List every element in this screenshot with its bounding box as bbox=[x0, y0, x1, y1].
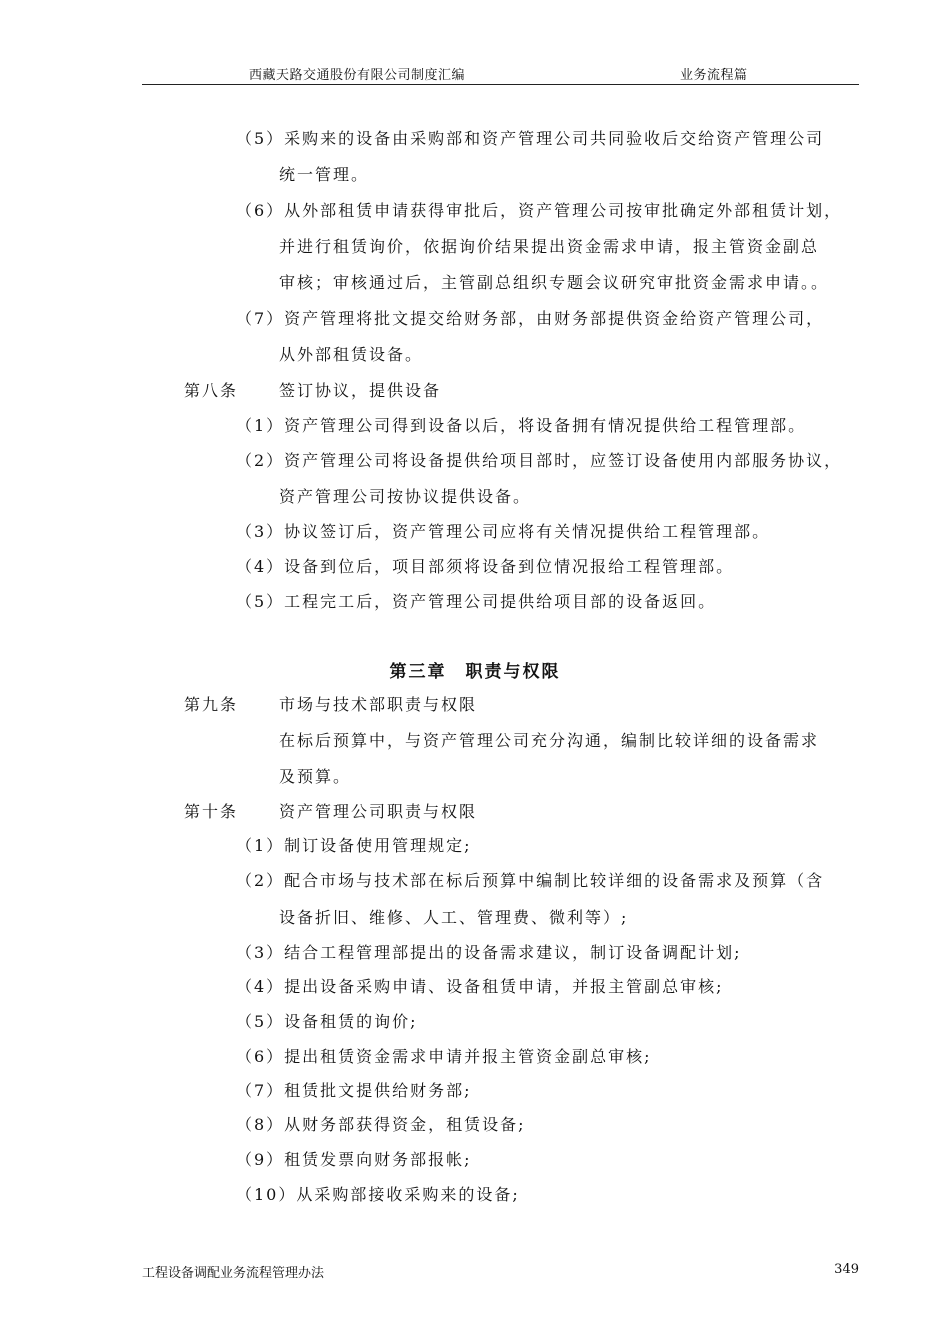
body-line: （5）工程完工后，资产管理公司提供给项目部的设备返回。 bbox=[236, 592, 717, 611]
body-line: （6）从外部租赁申请获得审批后，资产管理公司按审批确定外部租赁计划， bbox=[236, 201, 843, 220]
article-8-title: 签订协议，提供设备 bbox=[279, 381, 442, 400]
body-line: （4）设备到位后，项目部须将设备到位情况报给工程管理部。 bbox=[236, 557, 735, 576]
body-line: （7）租赁批文提供给财务部; bbox=[236, 1081, 472, 1100]
body-line: 从外部租赁设备。 bbox=[279, 345, 424, 364]
body-line: 在标后预算中，与资产管理公司充分沟通，编制比较详细的设备需求 bbox=[279, 731, 820, 750]
body-line: （2）配合市场与技术部在标后预算中编制比较详细的设备需求及预算（含 bbox=[236, 871, 825, 890]
footer-document-title: 工程设备调配业务流程管理办法 bbox=[142, 1266, 325, 1281]
body-line: （1）制订设备使用管理规定; bbox=[236, 836, 472, 855]
body-line: （6）提出租赁资金需求申请并报主管资金副总审核; bbox=[236, 1047, 652, 1066]
header-company-title: 西藏天路交通股份有限公司制度汇编 bbox=[249, 68, 466, 83]
article-10-title: 资产管理公司职责与权限 bbox=[279, 802, 478, 821]
article-9-title: 市场与技术部职责与权限 bbox=[279, 695, 478, 714]
body-line: （3）协议签订后，资产管理公司应将有关情况提供给工程管理部。 bbox=[236, 522, 771, 541]
body-line: （9）租赁发票向财务部报帐; bbox=[236, 1150, 472, 1169]
body-line: （5）采购来的设备由采购部和资产管理公司共同验收后交给资产管理公司 bbox=[236, 129, 825, 148]
body-line: 及预算。 bbox=[279, 767, 352, 786]
page-number: 349 bbox=[834, 1262, 859, 1277]
page-header bbox=[142, 64, 859, 85]
body-line: 资产管理公司按协议提供设备。 bbox=[279, 487, 532, 506]
body-line: （2）资产管理公司将设备提供给项目部时，应签订设备使用内部服务协议， bbox=[236, 451, 843, 470]
body-line: 审核；审核通过后，主管副总组织专题会议研究审批资金需求申请。。 bbox=[279, 273, 830, 292]
article-8-label: 第八条 bbox=[184, 381, 239, 400]
body-line: 并进行租赁询价，依据询价结果提出资金需求申请，报主管资金副总 bbox=[279, 237, 820, 256]
chapter-3-heading: 第三章 职责与权限 bbox=[389, 662, 561, 682]
header-section-title: 业务流程篇 bbox=[680, 68, 748, 83]
article-10-label: 第十条 bbox=[184, 802, 239, 821]
body-line: 设备折旧、维修、人工、管理费、微利等）; bbox=[279, 908, 629, 927]
body-line: （8）从财务部获得资金，租赁设备; bbox=[236, 1115, 526, 1134]
body-line: （3）结合工程管理部提出的设备需求建议，制订设备调配计划; bbox=[236, 943, 742, 962]
article-9-label: 第九条 bbox=[184, 695, 239, 714]
body-line: （7）资产管理将批文提交给财务部，由财务部提供资金给资产管理公司， bbox=[236, 309, 825, 328]
body-line: （5）设备租赁的询价; bbox=[236, 1012, 418, 1031]
body-line: （1）资产管理公司得到设备以后，将设备拥有情况提供给工程管理部。 bbox=[236, 416, 807, 435]
body-line: （10）从采购部接收采购来的设备; bbox=[236, 1185, 520, 1204]
body-line: 统一管理。 bbox=[279, 165, 370, 184]
body-line: （4）提出设备采购申请、设备租赁申请，并报主管副总审核; bbox=[236, 977, 724, 996]
